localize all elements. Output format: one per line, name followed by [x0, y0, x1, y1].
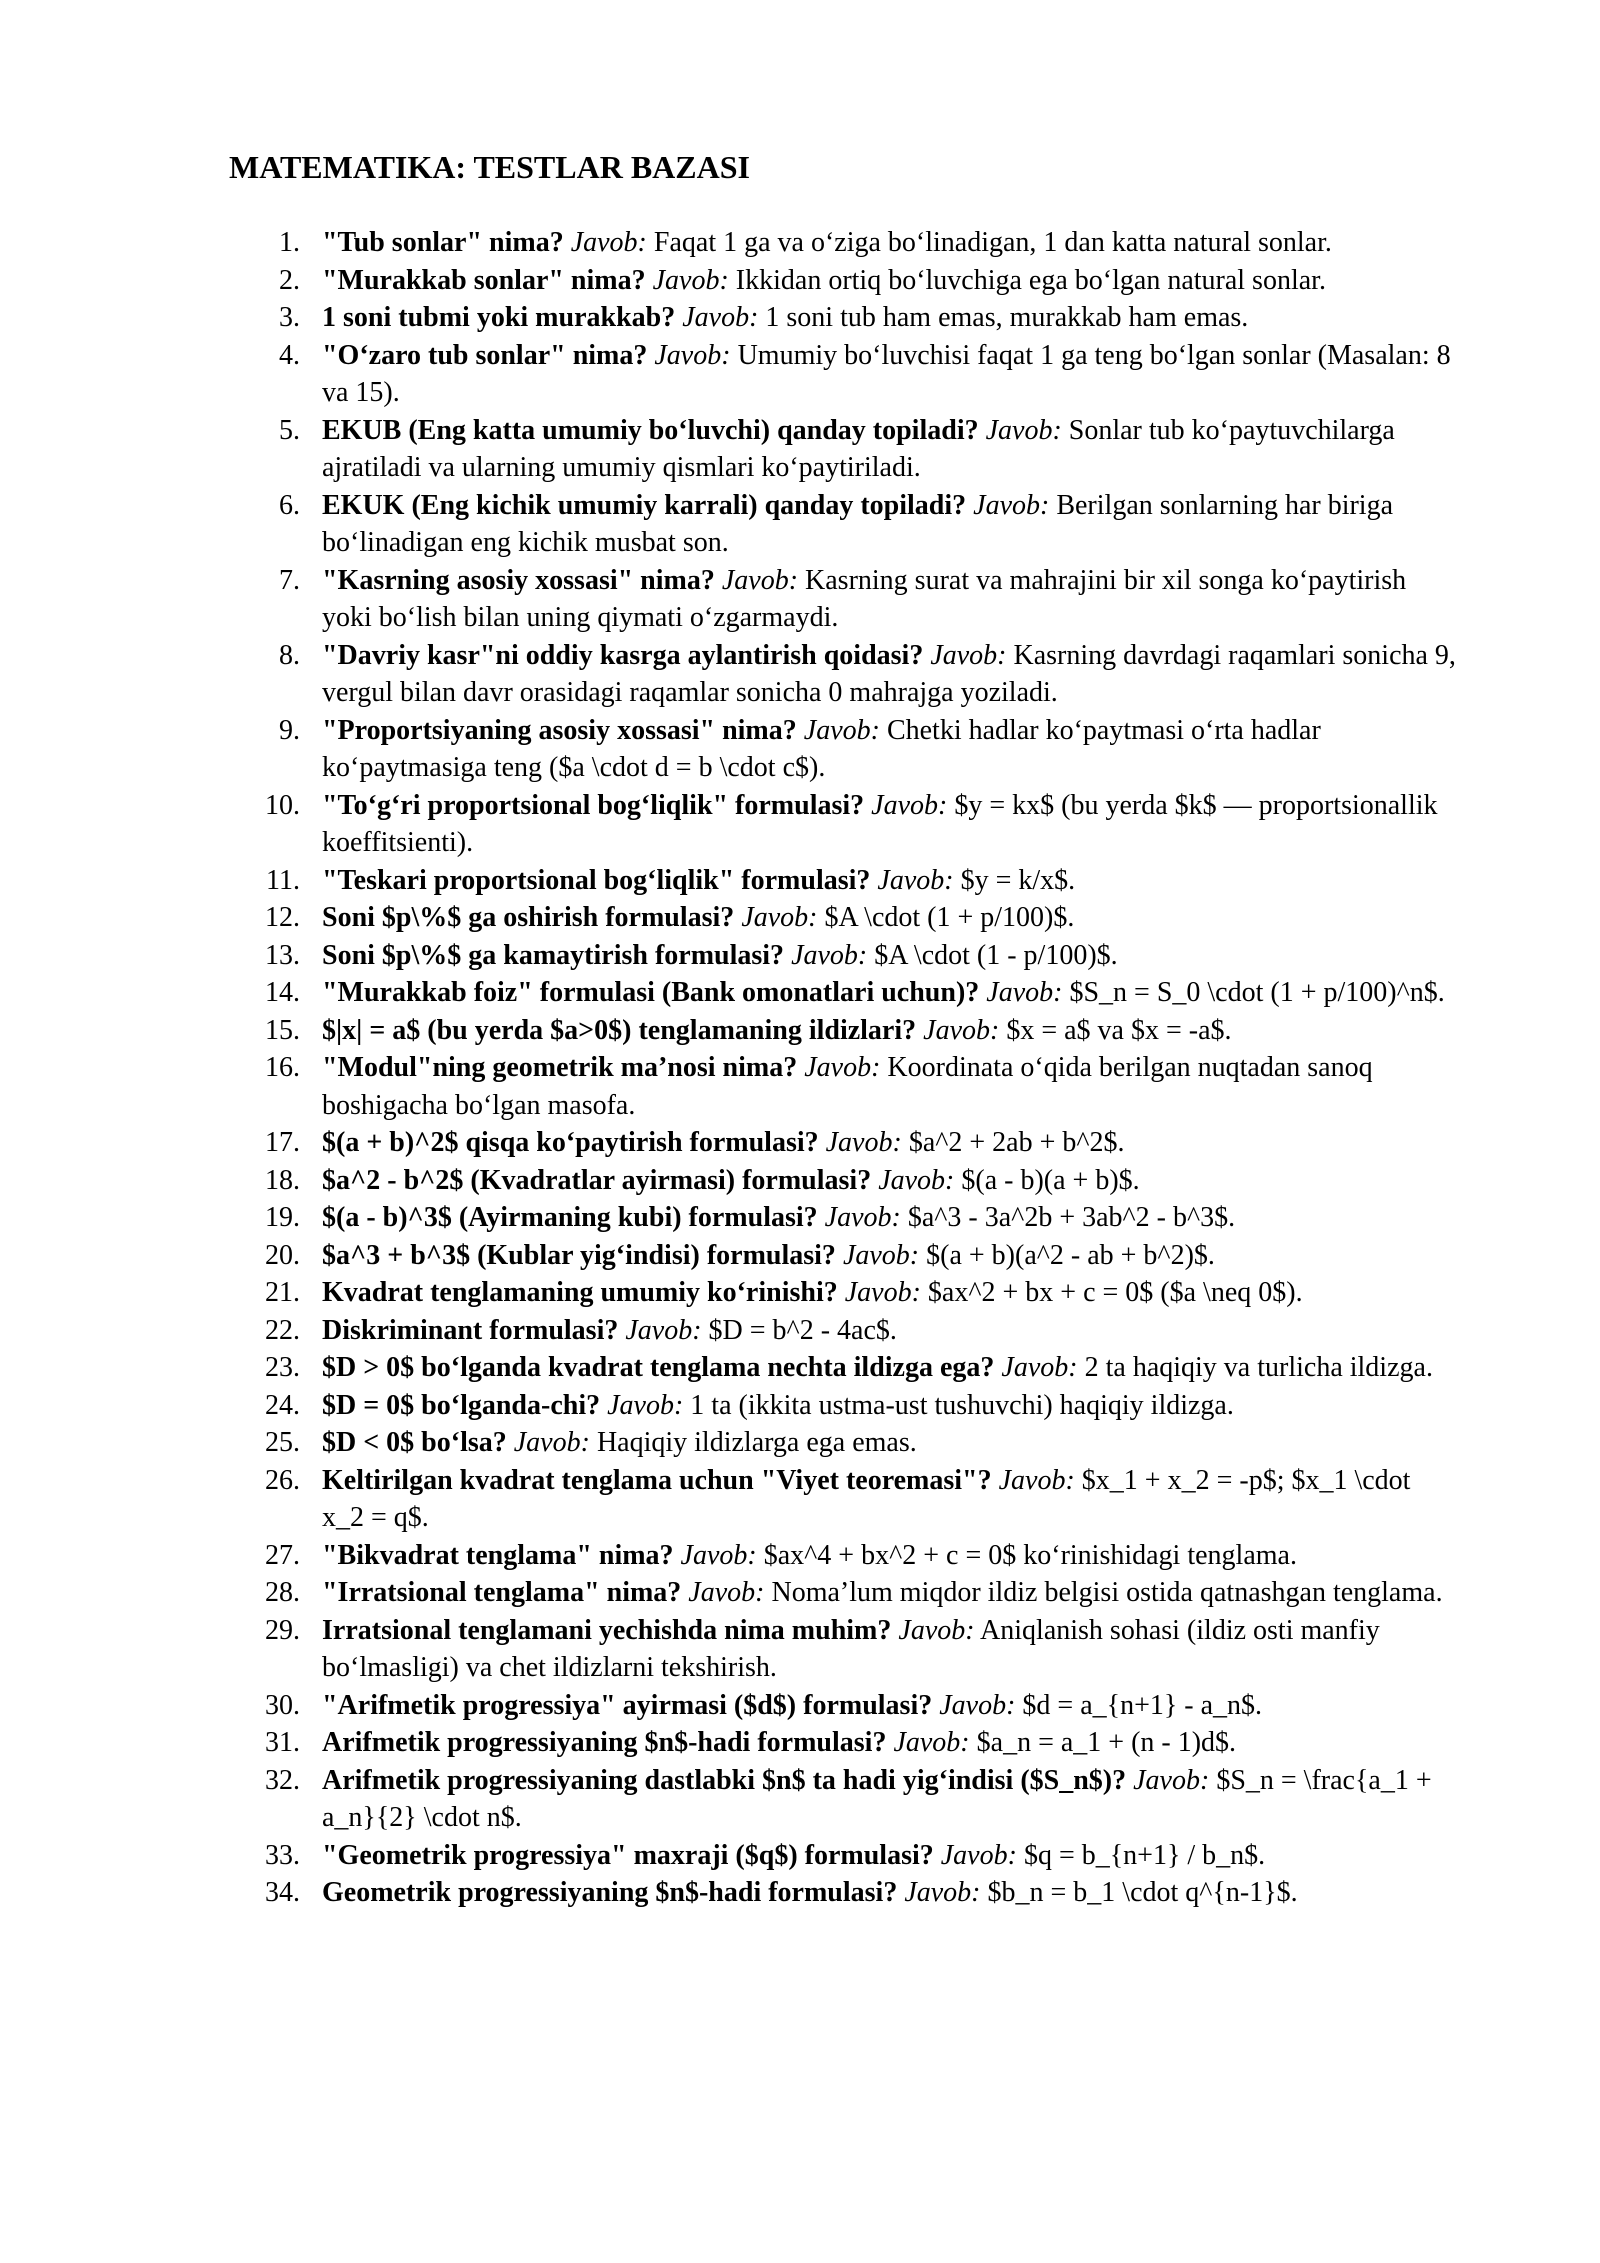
- list-item: [230, 1312, 1458, 1350]
- item-number: 18.: [265, 1164, 300, 1196]
- question-text: $a^3 + b^3$ (Kublar yig‘indisi) formulasi?: [322, 1239, 836, 1271]
- answer-text: $x_1 + x_2 = -p$; $x_1 \cdot x_2 = q$.: [322, 1464, 1411, 1533]
- list-item: [230, 337, 1458, 412]
- answer-text: Sonlar tub ko‘paytuvchilarga ajratiladi va ularning umumiy qismlari ko‘paytiriladi.: [322, 414, 1395, 483]
- javob-label: Javob:: [570, 227, 647, 258]
- question-list: [230, 224, 1458, 1912]
- list-item: [230, 1837, 1458, 1875]
- list-item: [230, 787, 1458, 862]
- javob-label: Javob:: [513, 1427, 590, 1458]
- question-text: "Geometrik progressiya" maxraji ($q$) formulasi?: [322, 1839, 934, 1871]
- question-text: "Proportsiyaning asosiy xossasi" nima?: [322, 714, 797, 746]
- list-item: [230, 862, 1458, 900]
- list-item: [230, 412, 1458, 487]
- javob-label: Javob:: [973, 489, 1050, 521]
- item-number: 33.: [265, 1839, 300, 1871]
- question-text: "Teskari proportsional bog‘liqlik" formulasi?: [322, 864, 871, 896]
- list-item: [230, 262, 1458, 300]
- item-number: 16.: [265, 1052, 300, 1083]
- question-text: Arifmetik progressiyaning dastlabki $n$ ta hadi yig‘indisi ($S_n$)?: [322, 1764, 1127, 1796]
- question-text: Diskriminant formulasi?: [322, 1314, 619, 1346]
- answer-text: $A \cdot (1 + p/100)$.: [824, 902, 1075, 933]
- question-text: "Bikvadrat tenglama" nima?: [322, 1539, 674, 1571]
- item-number: 29.: [265, 1614, 300, 1646]
- item-number: 20.: [265, 1239, 300, 1271]
- answer-text: $x = a$ va $x = -a$.: [1006, 1014, 1232, 1046]
- item-number: 11.: [266, 864, 300, 896]
- javob-label: Javob:: [1001, 1352, 1078, 1383]
- question-text: "Murakkab sonlar" nima?: [322, 264, 646, 296]
- answer-text: $S_n = \frac{a_1 + a_n}{2} \cdot n$.: [322, 1764, 1432, 1833]
- javob-label: Javob:: [804, 1052, 881, 1083]
- javob-label: Javob:: [930, 639, 1007, 671]
- list-item: [230, 712, 1458, 787]
- answer-text: $(a - b)(a + b)$.: [961, 1164, 1140, 1196]
- answer-text: Koordinata o‘qida berilgan nuqtadan sanoq boshigacha bo‘lgan masofa.: [322, 1052, 1373, 1121]
- question-text: 1 soni tubmi yoki murakkab?: [322, 302, 676, 333]
- item-number: 15.: [265, 1014, 300, 1046]
- item-number: 14.: [265, 977, 300, 1008]
- question-text: "Davriy kasr"ni oddiy kasrga aylantirish qoidasi?: [322, 639, 924, 671]
- answer-text: $a_n = a_1 + (n - 1)d$.: [976, 1727, 1237, 1758]
- item-number: 2.: [279, 264, 300, 296]
- item-number: 1.: [279, 227, 300, 258]
- list-item: [230, 1537, 1458, 1575]
- item-number: 17.: [265, 1127, 300, 1158]
- javob-label: Javob:: [652, 264, 729, 296]
- javob-label: Javob:: [940, 1839, 1017, 1871]
- answer-text: Faqat 1 ga va o‘ziga bo‘linadigan, 1 dan katta natural sonlar.: [653, 227, 1332, 258]
- list-item: [230, 1574, 1458, 1612]
- question-text: Keltirilgan kvadrat tenglama uchun "Viyet teoremasi"?: [322, 1464, 992, 1496]
- item-number: 4.: [279, 339, 300, 371]
- question-text: "Murakkab foiz" formulasi (Bank omonatlari uchun)?: [322, 977, 980, 1008]
- answer-text: $y = k/x$.: [960, 864, 1076, 896]
- list-item: [230, 1874, 1458, 1912]
- item-number: 5.: [279, 414, 300, 446]
- list-item: [230, 1049, 1458, 1124]
- answer-text: Berilgan sonlarning har biriga bo‘linadigan eng kichik musbat son.: [322, 489, 1394, 558]
- item-number: 26.: [265, 1464, 300, 1496]
- item-number: 24.: [265, 1389, 300, 1421]
- question-text: Irratsional tenglamani yechishda nima muhim?: [322, 1614, 892, 1646]
- item-number: 13.: [265, 939, 300, 971]
- question-text: Arifmetik progressiyaning $n$-hadi formulasi?: [322, 1727, 887, 1758]
- answer-text: Noma’lum miqdor ildiz belgisi ostida qatnashgan tenglama.: [771, 1577, 1443, 1608]
- answer-text: Haqiqiy ildizlarga ega emas.: [596, 1427, 917, 1458]
- javob-label: Javob:: [721, 564, 799, 596]
- javob-label: Javob:: [985, 414, 1062, 446]
- javob-label: Javob:: [791, 939, 868, 971]
- javob-label: Javob:: [688, 1577, 765, 1608]
- answer-text: $A \cdot (1 - p/100)$.: [874, 939, 1118, 971]
- answer-text: $S_n = S_0 \cdot (1 + p/100)^n$.: [1069, 977, 1445, 1008]
- list-item: [230, 1762, 1458, 1837]
- answer-text: $d = a_{n+1} - a_n$.: [1022, 1689, 1263, 1721]
- javob-label: Javob:: [844, 1277, 921, 1308]
- list-item: [230, 1199, 1458, 1237]
- item-number: 34.: [265, 1877, 300, 1908]
- list-item: [230, 937, 1458, 975]
- question-text: "To‘g‘ri proportsional bog‘liqlik" formulasi?: [322, 789, 865, 821]
- javob-label: Javob:: [878, 1164, 955, 1196]
- javob-label: Javob:: [680, 1539, 757, 1571]
- list-item: [230, 299, 1458, 337]
- javob-label: Javob:: [986, 977, 1063, 1008]
- question-text: $D < 0$ bo‘lsa?: [322, 1427, 507, 1458]
- item-number: 23.: [265, 1352, 300, 1383]
- answer-text: $ax^2 + bx + c = 0$ ($a \neq 0$).: [927, 1277, 1303, 1308]
- javob-label: Javob:: [824, 1202, 901, 1233]
- answer-text: 1 ta (ikkita ustma-ust tushuvchi) haqiqiy ildizga.: [690, 1389, 1234, 1421]
- answer-text: $y = kx$ (bu yerda $k$ — proportsionallik koeffitsienti).: [322, 789, 1438, 858]
- question-text: Geometrik progressiyaning $n$-hadi formulasi?: [322, 1877, 898, 1908]
- question-text: "Kasrning asosiy xossasi" nima?: [322, 564, 715, 596]
- javob-label: Javob:: [923, 1014, 1000, 1046]
- answer-text: 2 ta haqiqiy va turlicha ildizga.: [1084, 1352, 1433, 1383]
- javob-label: Javob:: [898, 1614, 975, 1646]
- javob-label: Javob:: [893, 1727, 970, 1758]
- item-number: 22.: [265, 1314, 300, 1346]
- question-text: "Irratsional tenglama" nima?: [322, 1577, 682, 1608]
- question-text: $D = 0$ bo‘lganda-chi?: [322, 1389, 601, 1421]
- answer-text: $a^2 + 2ab + b^2$.: [908, 1127, 1125, 1158]
- item-number: 9.: [279, 714, 300, 746]
- item-number: 31.: [265, 1727, 300, 1758]
- question-text: Soni $p\%$ ga kamaytirish formulasi?: [322, 939, 785, 971]
- answer-text: Kasrning surat va mahrajini bir xil songa ko‘paytirish yoki bo‘lish bilan uning qiymati o‘zgarmaydi.: [322, 564, 1407, 633]
- javob-label: Javob:: [877, 864, 954, 896]
- item-number: 28.: [265, 1577, 300, 1608]
- list-item: [230, 637, 1458, 712]
- question-text: $D > 0$ bo‘lganda kvadrat tenglama nechta ildizga ega?: [322, 1352, 995, 1383]
- item-number: 7.: [279, 564, 300, 596]
- item-number: 25.: [265, 1427, 300, 1458]
- javob-label: Javob:: [904, 1877, 981, 1908]
- list-item: [230, 1012, 1458, 1050]
- answer-text: Ikkidan ortiq bo‘luvchiga ega bo‘lgan natural sonlar.: [735, 264, 1326, 296]
- item-number: 19.: [265, 1202, 300, 1233]
- list-item: [230, 1724, 1458, 1762]
- javob-label: Javob:: [625, 1314, 702, 1346]
- item-number: 6.: [279, 489, 300, 521]
- question-text: $(a - b)^3$ (Ayirmaning kubi) formulasi?: [322, 1202, 818, 1233]
- list-item: [230, 487, 1458, 562]
- list-item: [230, 1612, 1458, 1687]
- list-item: [230, 1687, 1458, 1725]
- item-number: 12.: [265, 902, 300, 933]
- item-number: 8.: [279, 639, 300, 671]
- javob-label: Javob:: [607, 1389, 684, 1421]
- javob-label: Javob:: [842, 1239, 920, 1271]
- answer-text: Kasrning davrdagi raqamlari sonicha 9, vergul bilan davr orasidagi raqamlar sonicha 0 mahrajga yoziladi.: [322, 639, 1456, 708]
- list-item: [230, 974, 1458, 1012]
- list-item: [230, 1387, 1458, 1425]
- javob-label: Javob:: [1133, 1764, 1210, 1796]
- answer-text: $(a + b)(a^2 - ab + b^2)$.: [926, 1239, 1215, 1271]
- item-number: 21.: [265, 1277, 300, 1308]
- question-text: "Tub sonlar" nima?: [322, 227, 564, 258]
- answer-text: Aniqlanish sohasi (ildiz osti manfiy bo‘lmasligi) va chet ildizlarni tekshirish.: [322, 1614, 1380, 1683]
- answer-text: $b_n = b_1 \cdot q^{n-1}$.: [987, 1877, 1298, 1908]
- item-number: 30.: [265, 1689, 300, 1721]
- list-item: [230, 1124, 1458, 1162]
- javob-label: Javob:: [654, 339, 731, 371]
- question-text: "Modul"ning geometrik ma’nosi nima?: [322, 1052, 798, 1083]
- javob-label: Javob:: [871, 789, 948, 821]
- javob-label: Javob:: [939, 1689, 1016, 1721]
- list-item: [230, 1462, 1458, 1537]
- list-item: [230, 562, 1458, 637]
- question-text: EKUB (Eng katta umumiy bo‘luvchi) qanday topiladi?: [322, 414, 979, 446]
- javob-label: Javob:: [741, 902, 818, 933]
- question-text: $|x| = a$ (bu yerda $a>0$) tenglamaning ildizlari?: [322, 1014, 917, 1046]
- answer-text: Umumiy bo‘luvchisi faqat 1 ga teng bo‘lgan sonlar (Masalan: 8 va 15).: [322, 339, 1451, 408]
- question-text: Kvadrat tenglamaning umumiy ko‘rinishi?: [322, 1277, 838, 1308]
- answer-text: $ax^4 + bx^2 + c = 0$ ko‘rinishidagi tenglama.: [763, 1539, 1297, 1571]
- list-item: [230, 1424, 1458, 1462]
- list-item: [230, 899, 1458, 937]
- question-text: $a^2 - b^2$ (Kvadratlar ayirmasi) formulasi?: [322, 1164, 872, 1196]
- question-text: Soni $p\%$ ga oshirish formulasi?: [322, 902, 735, 933]
- javob-label: Javob:: [682, 302, 759, 333]
- answer-text: 1 soni tub ham emas, murakkab ham emas.: [765, 302, 1249, 333]
- answer-text: $D = b^2 - 4ac$.: [708, 1314, 897, 1346]
- answer-text: $a^3 - 3a^2b + 3ab^2 - b^3$.: [907, 1202, 1236, 1233]
- item-number: 32.: [265, 1764, 300, 1796]
- list-item: [230, 1162, 1458, 1200]
- list-item: [230, 1237, 1458, 1275]
- question-text: "O‘zaro tub sonlar" nima?: [322, 339, 648, 371]
- question-text: EKUK (Eng kichik umumiy karrali) qanday topiladi?: [322, 489, 967, 521]
- item-number: 10.: [265, 789, 300, 821]
- answer-text: Chetki hadlar ko‘paytmasi o‘rta hadlar ko‘paytmasiga teng ($a \cdot d = b \cdot c$).: [322, 714, 1321, 783]
- item-number: 3.: [279, 302, 300, 333]
- javob-label: Javob:: [998, 1464, 1075, 1496]
- list-item: [230, 224, 1458, 262]
- list-item: [230, 1349, 1458, 1387]
- question-text: "Arifmetik progressiya" ayirmasi ($d$) formulasi?: [322, 1689, 933, 1721]
- answer-text: $q = b_{n+1} / b_n$.: [1023, 1839, 1266, 1871]
- item-number: 27.: [265, 1539, 300, 1571]
- list-item: [230, 1274, 1458, 1312]
- page-title: MATEMATIKA: TESTLAR BAZASI: [229, 149, 750, 185]
- javob-label: Javob:: [803, 714, 880, 746]
- javob-label: Javob:: [825, 1127, 902, 1158]
- question-text: $(a + b)^2$ qisqa ko‘paytirish formulasi?: [322, 1127, 819, 1158]
